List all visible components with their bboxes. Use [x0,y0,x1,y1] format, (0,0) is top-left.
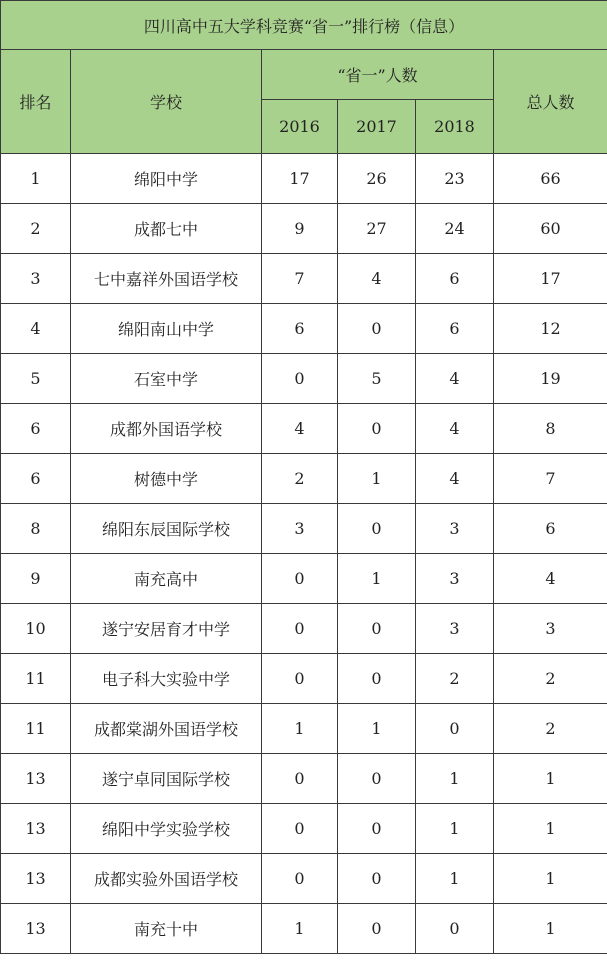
cell-2018: 1 [416,854,494,904]
table-row [1,354,607,404]
table-row [1,854,607,904]
cell-total: 1 [494,854,607,904]
cell-2016: 0 [262,354,338,404]
cell-2018: 1 [416,804,494,854]
cell-2016: 0 [262,854,338,904]
cell-total: 3 [494,604,607,654]
cell-total: 4 [494,554,607,604]
cell-school: 成都七中 [71,204,262,254]
header-school: 学校 [71,50,262,154]
cell-total: 60 [494,204,607,254]
cell-rank: 13 [1,854,71,904]
header-year-2017: 2017 [338,100,416,154]
cell-rank: 2 [1,204,71,254]
cell-rank: 13 [1,804,71,854]
cell-2016: 0 [262,554,338,604]
cell-2016: 0 [262,804,338,854]
cell-2016: 6 [262,304,338,354]
cell-2018: 24 [416,204,494,254]
cell-school: 七中嘉祥外国语学校 [71,254,262,304]
cell-2018: 4 [416,454,494,504]
table-row [1,254,607,304]
cell-2018: 2 [416,654,494,704]
cell-2017: 0 [338,504,416,554]
table-row [1,654,607,704]
cell-2017: 0 [338,904,416,954]
cell-rank: 6 [1,454,71,504]
cell-2017: 0 [338,304,416,354]
cell-2018: 0 [416,704,494,754]
cell-total: 66 [494,154,607,204]
cell-total: 1 [494,904,607,954]
cell-total: 12 [494,304,607,354]
cell-school: 成都外国语学校 [71,404,262,454]
cell-2017: 27 [338,204,416,254]
cell-rank: 1 [1,154,71,204]
cell-school: 南充高中 [71,554,262,604]
cell-rank: 8 [1,504,71,554]
cell-total: 19 [494,354,607,404]
table-row [1,604,607,654]
cell-2018: 6 [416,304,494,354]
cell-school: 电子科大实验中学 [71,654,262,704]
cell-total: 1 [494,754,607,804]
header-row-1 [1,50,607,100]
cell-2017: 5 [338,354,416,404]
cell-school: 树德中学 [71,454,262,504]
cell-2017: 0 [338,804,416,854]
table-row [1,304,607,354]
table-row [1,554,607,604]
table-row [1,454,607,504]
cell-school: 绵阳中学实验学校 [71,804,262,854]
header-total: 总人数 [494,50,607,154]
cell-2016: 2 [262,454,338,504]
header-year-2018: 2018 [416,100,494,154]
cell-rank: 4 [1,304,71,354]
cell-2017: 0 [338,604,416,654]
table-row [1,904,607,954]
cell-2016: 0 [262,604,338,654]
cell-total: 1 [494,804,607,854]
cell-rank: 10 [1,604,71,654]
cell-2017: 1 [338,704,416,754]
cell-rank: 9 [1,554,71,604]
cell-school: 成都实验外国语学校 [71,854,262,904]
cell-2018: 0 [416,904,494,954]
header-group: “省一”人数 [262,50,494,100]
cell-2016: 1 [262,904,338,954]
cell-rank: 11 [1,654,71,704]
cell-2018: 23 [416,154,494,204]
cell-2017: 0 [338,754,416,804]
cell-school: 遂宁卓同国际学校 [71,754,262,804]
cell-2018: 6 [416,254,494,304]
cell-school: 南充十中 [71,904,262,954]
cell-total: 17 [494,254,607,304]
cell-school: 成都棠湖外国语学校 [71,704,262,754]
cell-rank: 11 [1,704,71,754]
cell-2016: 1 [262,704,338,754]
cell-rank: 3 [1,254,71,304]
cell-2016: 9 [262,204,338,254]
table-row [1,704,607,754]
cell-2017: 1 [338,454,416,504]
table-row [1,754,607,804]
table-row [1,804,607,854]
cell-rank: 13 [1,904,71,954]
cell-2017: 0 [338,854,416,904]
cell-2017: 26 [338,154,416,204]
header-year-2016: 2016 [262,100,338,154]
cell-2018: 4 [416,404,494,454]
cell-2018: 1 [416,754,494,804]
cell-school: 绵阳东辰国际学校 [71,504,262,554]
cell-2017: 0 [338,654,416,704]
cell-2018: 3 [416,504,494,554]
cell-2016: 17 [262,154,338,204]
cell-school: 石室中学 [71,354,262,404]
cell-2018: 3 [416,604,494,654]
cell-total: 2 [494,704,607,754]
cell-2016: 4 [262,404,338,454]
cell-total: 6 [494,504,607,554]
cell-2018: 3 [416,554,494,604]
cell-2017: 1 [338,554,416,604]
cell-2016: 3 [262,504,338,554]
cell-rank: 13 [1,754,71,804]
cell-total: 2 [494,654,607,704]
table-row [1,154,607,204]
cell-2018: 4 [416,354,494,404]
cell-2017: 0 [338,404,416,454]
cell-rank: 6 [1,404,71,454]
cell-2016: 0 [262,754,338,804]
cell-school: 遂宁安居育才中学 [71,604,262,654]
cell-school: 绵阳南山中学 [71,304,262,354]
cell-2016: 7 [262,254,338,304]
cell-school: 绵阳中学 [71,154,262,204]
cell-rank: 5 [1,354,71,404]
cell-total: 7 [494,454,607,504]
table-row [1,204,607,254]
cell-2016: 0 [262,654,338,704]
table-row [1,404,607,454]
table-title: 四川高中五大学科竞赛“省一”排行榜（信息） [1,1,607,50]
cell-total: 8 [494,404,607,454]
title-row [1,1,607,50]
table-row [1,504,607,554]
cell-2017: 4 [338,254,416,304]
header-rank: 排名 [1,50,71,154]
